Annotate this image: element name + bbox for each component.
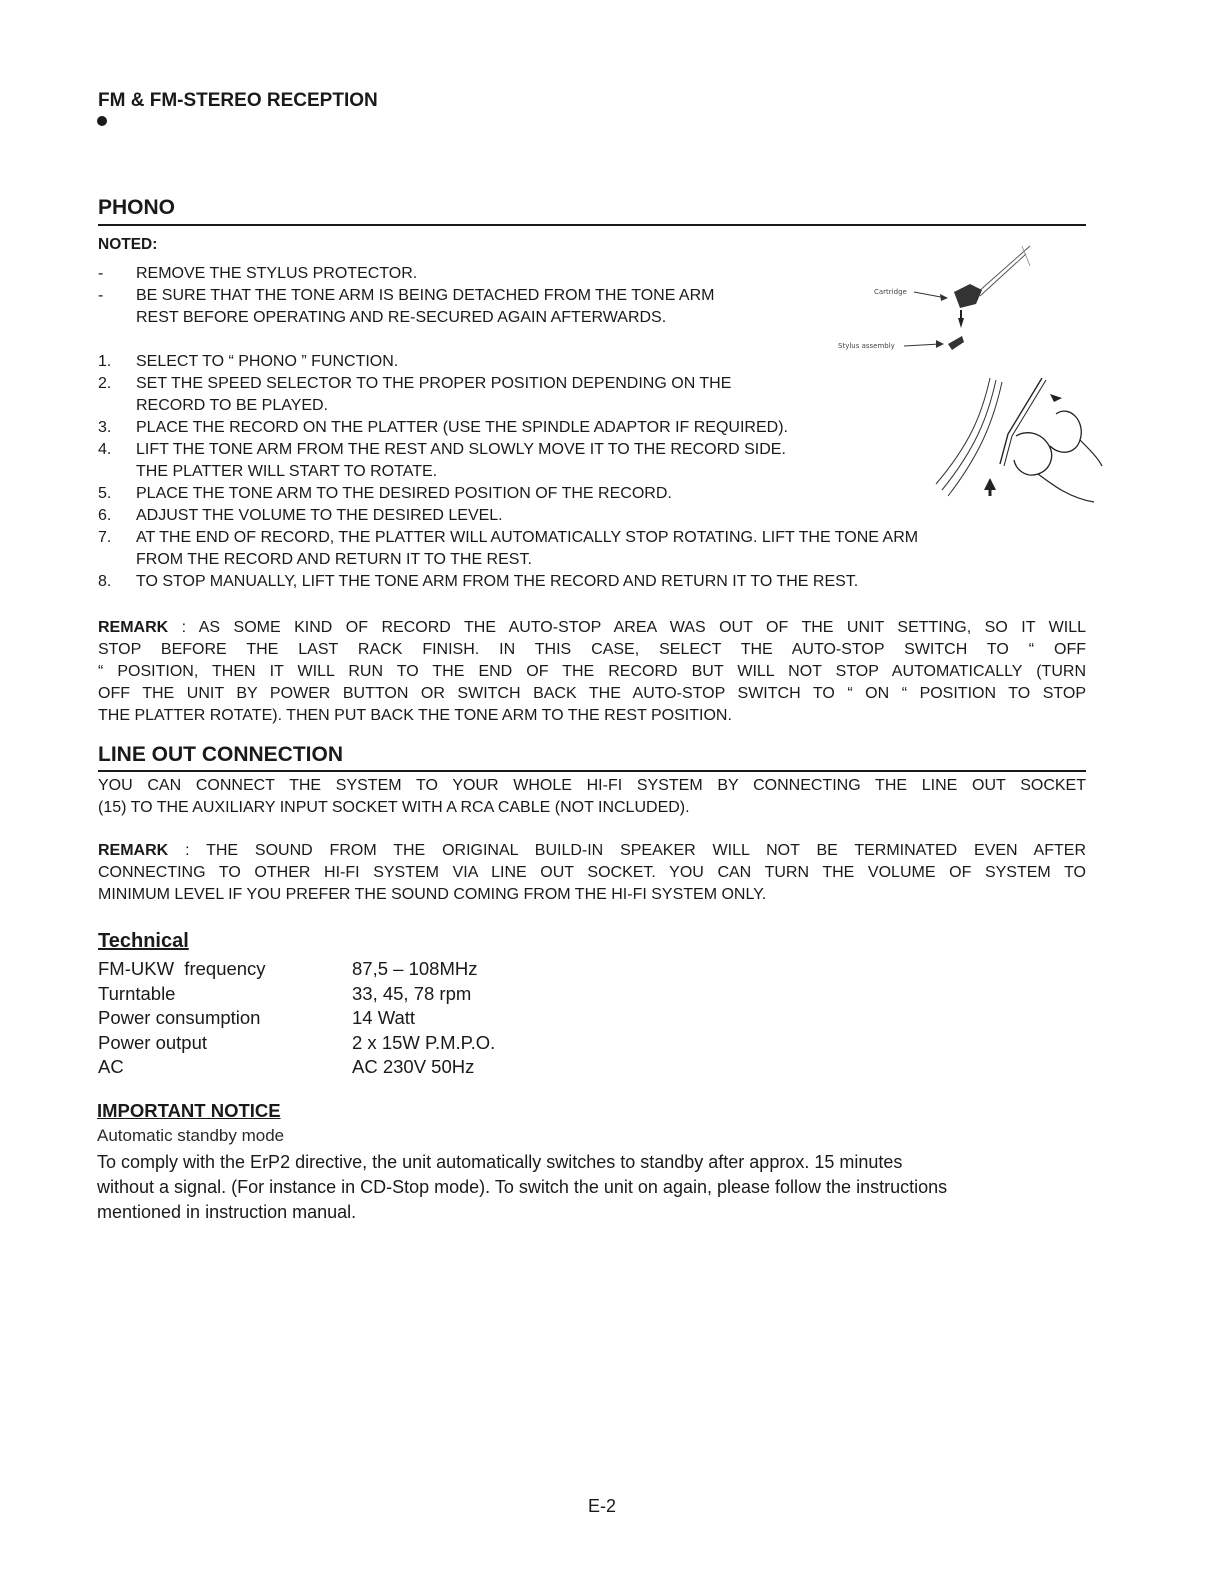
spec-value: 2 x 15W P.M.P.O. <box>352 1032 496 1053</box>
remark-line: STOP BEFORE THE LAST RACK FINISH. IN THIS CASE, SELECT THE AUTO-STOP SWITCH TO “ OFF <box>98 641 1086 658</box>
step-number: 1. <box>98 353 112 370</box>
important-notice-heading: IMPORTANT NOTICE <box>97 1100 281 1121</box>
noted-dash: - <box>98 265 104 282</box>
standby-subheading: Automatic standby mode <box>97 1126 285 1145</box>
step-number: 8. <box>98 573 112 590</box>
spec-label: Turntable <box>98 983 176 1004</box>
hand-icon <box>1050 411 1081 452</box>
noted-item: BE SURE THAT THE TONE ARM IS BEING DETACHED FROM THE TONE ARM <box>136 287 715 304</box>
step-line: TO STOP MANUALLY, LIFT THE TONE ARM FROM THE RECORD AND RETURN IT TO THE REST. <box>136 573 859 590</box>
step-line: PLACE THE TONE ARM TO THE DESIRED POSITION OF THE RECORD. <box>136 485 672 502</box>
page-number: E-2 <box>588 1496 617 1516</box>
remark-label: REMARK <box>98 619 169 636</box>
step-line: RECORD TO BE PLAYED. <box>136 397 329 414</box>
noted-item: REMOVE THE STYLUS PROTECTOR. <box>136 265 418 282</box>
step-line: AT THE END OF RECORD, THE PLATTER WILL AUTOMATICALLY STOP ROTATING. LIFT THE TONE ARM <box>136 529 919 546</box>
step-line: FROM THE RECORD AND RETURN IT TO THE REST. <box>136 551 532 568</box>
step-number: 5. <box>98 485 112 502</box>
step-number: 2. <box>98 375 112 392</box>
step-line: THE PLATTER WILL START TO ROTATE. <box>136 463 438 480</box>
spec-label: Power output <box>98 1032 208 1053</box>
notice-line: mentioned in instruction manual. <box>97 1202 357 1222</box>
noted-label: NOTED: <box>98 236 158 253</box>
line-out-body: (15) TO THE AUXILIARY INPUT SOCKET WITH A RCA CABLE (NOT INCLUDED). <box>98 799 690 816</box>
spec-value: 87,5 – 108MHz <box>352 958 478 979</box>
noted-dash: - <box>98 287 104 304</box>
step-line: SELECT TO “ PHONO ” FUNCTION. <box>136 353 399 370</box>
spec-label: Power consumption <box>98 1007 261 1028</box>
remark-line: REMARK : AS SOME KIND OF RECORD THE AUTO-STOP AREA WAS OUT OF THE UNIT SETTING, SO IT WILL <box>98 619 1086 636</box>
stylus-icon <box>948 336 964 350</box>
phono-heading: PHONO <box>98 196 176 219</box>
line-out-rule <box>98 770 1086 772</box>
arrow-left-icon <box>1050 394 1062 402</box>
step-line: SET THE SPEED SELECTOR TO THE PROPER POSITION DEPENDING ON THE <box>136 375 732 392</box>
step-line: LIFT THE TONE ARM FROM THE REST AND SLOWLY MOVE IT TO THE RECORD SIDE. <box>136 441 786 458</box>
technical-heading: Technical <box>98 930 189 952</box>
noted-item-cont: REST BEFORE OPERATING AND RE-SECURED AGAIN AFTERWARDS. <box>136 309 667 326</box>
step-number: 7. <box>98 529 112 546</box>
notice-line: without a signal. (For instance in CD-Stop mode). To switch the unit on again, please follow the instructions <box>97 1177 948 1197</box>
line-out-heading: LINE OUT CONNECTION <box>98 743 343 766</box>
notice-line: To comply with the ErP2 directive, the unit automatically switches to standby after approx. 15 minutes <box>97 1152 903 1172</box>
spec-value: AC 230V 50Hz <box>352 1056 475 1077</box>
remark-line: “ POSITION, THEN IT WILL RUN TO THE END OF THE RECORD BUT WILL NOT STOP AUTOMATICALLY (TURN <box>98 663 1086 680</box>
fm-stereo-heading: FM & FM-STEREO RECEPTION <box>98 90 378 111</box>
stylus-label: Stylus assembly <box>838 342 895 350</box>
cartridge-diagram <box>830 240 1050 360</box>
remark-line: REMARK : THE SOUND FROM THE ORIGINAL BUILD-IN SPEAKER WILL NOT BE TERMINATED EVEN AFTER <box>98 842 1086 859</box>
remark-line: MINIMUM LEVEL IF YOU PREFER THE SOUND COMING FROM THE HI-FI SYSTEM ONLY. <box>98 886 767 903</box>
phono-rule <box>98 224 1086 226</box>
step-number: 3. <box>98 419 112 436</box>
bullet-dot <box>97 116 107 126</box>
step-line: PLACE THE RECORD ON THE PLATTER (USE THE SPINDLE ADAPTOR IF REQUIRED). <box>136 419 788 436</box>
cartridge-icon <box>954 284 982 308</box>
remark-line: THE PLATTER ROTATE). THEN PUT BACK THE TONE ARM TO THE REST POSITION. <box>98 707 732 724</box>
step-number: 4. <box>98 441 112 458</box>
tone-arm-illustration <box>930 374 1106 510</box>
remark-line: OFF THE UNIT BY POWER BUTTON OR SWITCH BACK THE AUTO-STOP SWITCH TO “ ON “ POSITION TO STOP <box>98 685 1086 702</box>
spec-value: 14 Watt <box>352 1007 416 1028</box>
cartridge-label: Cartridge <box>874 288 907 296</box>
remark-line: CONNECTING TO OTHER HI-FI SYSTEM VIA LINE OUT SOCKET. YOU CAN TURN THE VOLUME OF SYSTEM TO <box>98 864 1086 881</box>
spec-label: AC <box>98 1056 124 1077</box>
spec-value: 33, 45, 78 rpm <box>352 983 472 1004</box>
step-number: 6. <box>98 507 112 524</box>
line-out-body: YOU CAN CONNECT THE SYSTEM TO YOUR WHOLE HI-FI SYSTEM BY CONNECTING THE LINE OUT SOCKET <box>98 777 1086 794</box>
spec-label: FM-UKW frequency <box>98 958 266 979</box>
step-line: ADJUST THE VOLUME TO THE DESIRED LEVEL. <box>136 507 503 524</box>
remark-label: REMARK <box>98 842 169 859</box>
